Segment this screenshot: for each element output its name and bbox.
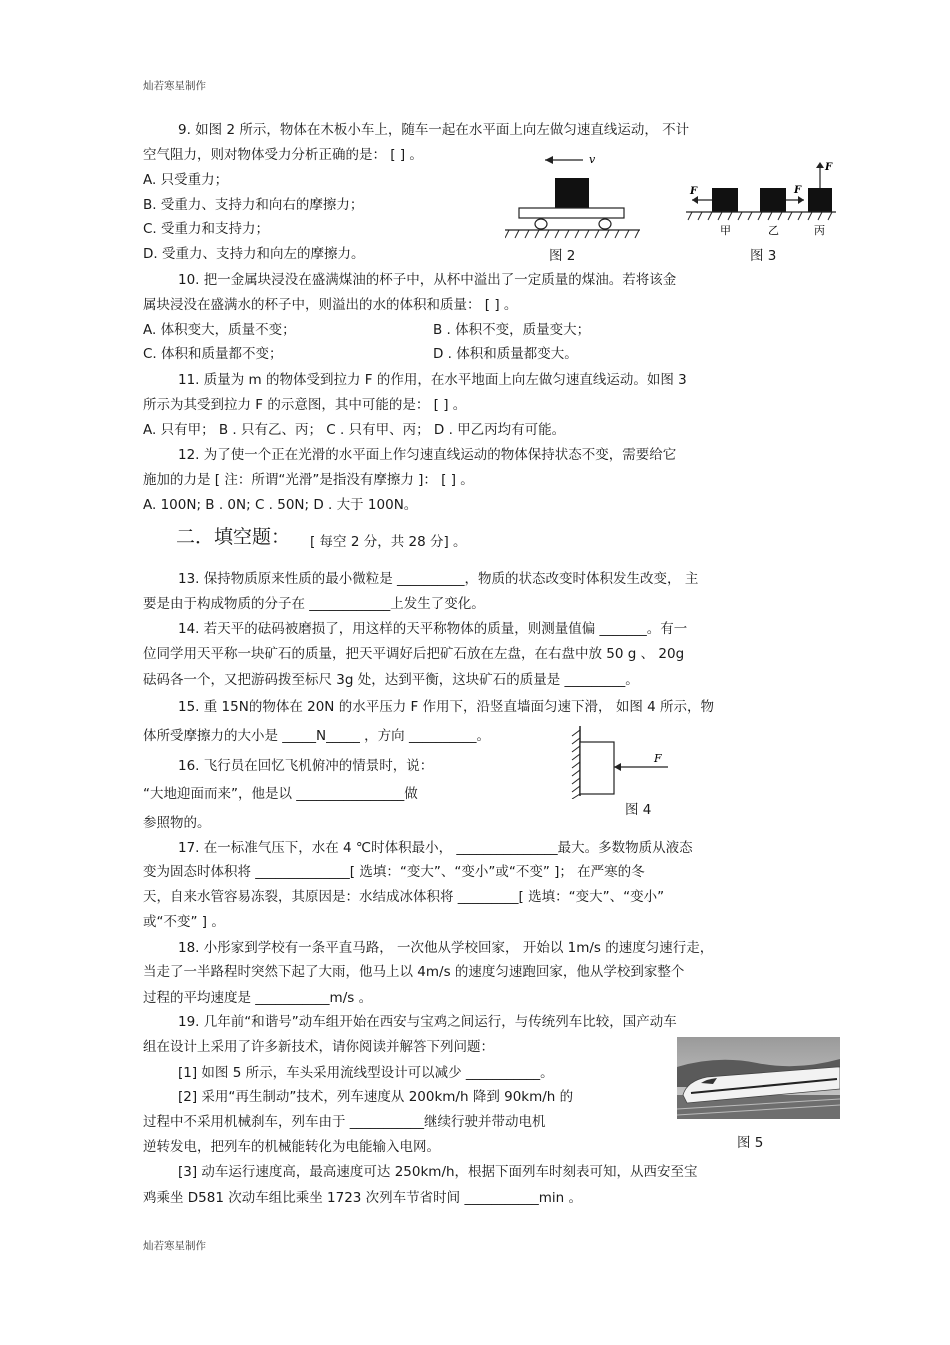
text-line-q14c: 砝码各一个，又把游码拨至标尺 3g 处，达到平衡，这块矿石的质量是 _________。 [143,672,639,688]
section-heading: 二．填空题： [176,526,291,548]
figure-5-train-photo [677,1037,840,1119]
section-note: [ 每空 2 分，共 28 分] 。 [310,534,467,550]
figure-2-caption: 图 2 [549,248,576,264]
text-line-q9C: C. 受重力和支持力； [143,221,270,237]
text-line-q11a: 11. 质量为 m 的物体受到拉力 F 的作用，在水平地面上向左做匀速直线运动。如图 3 [178,372,687,388]
figure-4-wall [568,724,678,799]
page-footer: 灿若寒星制作 [143,1240,206,1252]
figure-4-caption: 图 4 [625,802,652,818]
text-line-q9A: A. 只受重力； [143,172,229,188]
text-line-q12opts: A. 100N; B . 0N; C . 50N; D . 大于 100N。 [143,497,418,513]
force-label-jia: F [690,186,698,197]
text-line-q15a: 15. 重 15N的物体在 20N 的水平压力 F 作用下，沿竖直墙面匀速下滑， 如图 4 所示，物 [178,699,714,715]
text-line-q10C: C. 体积和质量都不变； [143,346,283,362]
text-line-q18b: 当走了一半路程时突然下起了大雨，他马上以 4m/s 的速度匀速跑回家，他从学校到家整个 [143,964,685,980]
text-line-q18a: 18. 小彤家到学校有一条平直马路， 一次他从学校回家， 开始以 1m/s 的速度匀速行走， [178,940,714,956]
text-line-q19f: 逆转发电，把列车的机械能转化为电能输入电网。 [143,1139,440,1155]
text-line-q17c: 天，自来水管容易冻裂，其原因是：水结成冰体积将 _________[ 选填：“变大”、“变小” [143,889,665,905]
force-label-bing: F [825,162,833,173]
text-line-q14a: 14. 若天平的砝码被磨损了，用这样的天平称物体的质量，则测量值偏 _______。有一 [178,621,688,637]
text-line-q13a: 13. 保持物质原来性质的最小微粒是 __________，物质的状态改变时体积发生改变， 主 [178,571,699,587]
page-header: 灿若寒星制作 [143,80,206,92]
text-line-q19c: [1] 如图 5 所示，车头采用流线型设计可以减少 ___________。 [178,1065,554,1081]
text-line-q19b: 组在设计上采用了许多新技术，请你阅读并解答下列问题： [143,1039,494,1055]
text-line-q17d: 或“不变” ] 。 [143,914,225,930]
text-line-q18c: 过程的平均速度是 ___________m/s 。 [143,990,373,1006]
figure-2-cart [505,150,640,240]
text-line-q10B: B . 体积不变，质量变大； [433,322,591,338]
text-line-q9b: 空气阻力，则对物体受力分析正确的是： [ ] 。 [143,147,423,163]
figure-3-caption: 图 3 [750,248,777,264]
text-line-q16c: 参照物的。 [143,815,211,831]
figure-3-forces [686,156,836,238]
text-line-q17a: 17. 在一标准气压下，水在 4 ℃时体积最小， _______________最大。多数物质从液态 [178,840,693,856]
text-line-q10A: A. 体积变大，质量不变； [143,322,296,338]
text-line-q17b: 变为固态时体积将 ______________[ 选填：“变大”、“变小”或“不变” ]； 在严寒的冬 [143,864,645,880]
force-label-yi: F [794,185,802,196]
text-line-q12b: 施加的力是 [ 注：所谓“光滑”是指没有摩擦力 ]： [ ] 。 [143,472,474,488]
text-line-q16b: “大地迎面而来”，他是以 ________________做 [143,786,418,802]
force-label-f: F [654,752,662,765]
text-line-q19h: 鸡乘坐 D581 次动车组比乘坐 1723 次列车节省时间 ___________min 。 [143,1190,582,1206]
figure-5-caption: 图 5 [737,1135,764,1151]
text-line-q15b: 体所受摩擦力的大小是 _____N_____ ，方向 __________。 [143,728,490,744]
label-yi: 乙 [768,224,779,237]
text-line-q10D: D . 体积和质量都变大。 [433,346,578,362]
text-line-q19g: [3] 动车运行速度高，最高速度可达 250km/h，根据下面列车时刻表可知，从西安至宝 [178,1164,698,1180]
text-line-q9a: 9. 如图 2 所示，物体在木板小车上，随车一起在水平面上向左做匀速直线运动， 不计 [178,122,690,138]
text-line-q9D: D. 受重力、支持力和向左的摩擦力。 [143,246,365,262]
text-line-q19a: 19. 几年前“和谐号”动车组开始在西安与宝鸡之间运行，与传统列车比较，国产动车 [178,1014,677,1030]
text-line-q10b: 属块浸没在盛满水的杯子中，则溢出的水的体积和质量： [ ] 。 [143,297,518,313]
text-line-q19d: [2] 采用“再生制动”技术，列车速度从 200km/h 降到 90km/h 的 [178,1089,574,1105]
label-bing: 丙 [814,224,825,237]
text-line-q14b: 位同学用天平称一块矿石的质量，把天平调好后把矿石放在左盘，在右盘中放 50 g 、 20g [143,646,685,662]
text-line-q19e: 过程中不采用机械刹车，列车由于 ___________继续行驶并带动电机 [143,1114,546,1130]
text-line-q11opts: A. 只有甲； B . 只有乙、丙； C . 只有甲、丙； D . 甲乙丙均有可能。 [143,422,566,438]
velocity-label: v [589,153,596,166]
text-line-q11b: 所示为其受到拉力 F 的示意图，其中可能的是： [ ] 。 [143,397,467,413]
text-line-q10a: 10. 把一金属块浸没在盛满煤油的杯子中，从杯中溢出了一定质量的煤油。若将该金 [178,272,677,288]
text-line-q9B: B. 受重力、支持力和向右的摩擦力； [143,197,364,213]
text-line-q13b: 要是由于构成物质的分子在 ____________上发生了变化。 [143,596,485,612]
label-jia: 甲 [720,224,731,237]
text-line-q12a: 12. 为了使一个正在光滑的水平面上作匀速直线运动的物体保持状态不变，需要给它 [178,447,677,463]
text-line-q16a: 16. 飞行员在回忆飞机俯冲的情景时，说： [178,758,434,774]
